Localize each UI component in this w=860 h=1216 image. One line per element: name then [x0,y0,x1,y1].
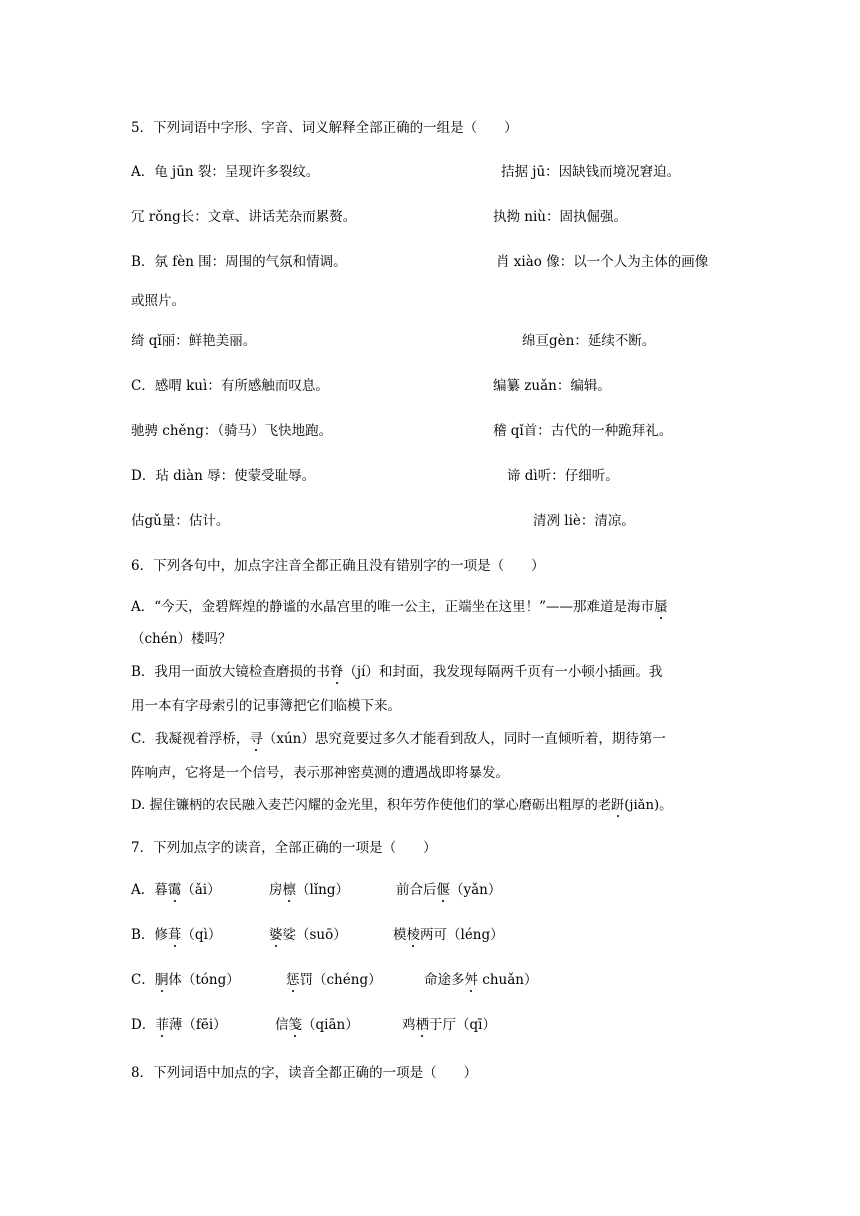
q7-option-b-item-2 [269,926,347,944]
q6-option-c-continued: 阵响声，它将是一个信号，表示那神密莫测的遭遇战即将暴发。 [131,765,509,781]
q7-d2-dotted-char: 笺 [288,1017,302,1033]
q5-option-d-item-3: 估gǔ量：估计。 [131,513,230,529]
q7-a2-dotted-char: 檩 [282,882,296,898]
question-5-stem: 5．下列词语中字形、字音、词义解释全部正确的一组是（ ） [131,120,518,136]
q6-option-d-dotted-char: 趼 [611,798,625,813]
q5-option-b-item-2: 肖 xiào 像：以一个人为主体的画像 [496,254,709,270]
q7-a2-pre: 房 [269,882,283,898]
q6-option-a-continued: （chén）楼吗？ [131,631,232,647]
q6-option-c-text-after: （xún）思究竟要过多久才能看到敌人，同时一直倾听着，期待第一 [262,731,666,747]
q5-option-a-item-2: 拮据 jū：因缺钱而境况窘迫。 [501,164,681,180]
q7-option-a-item-2 [269,881,349,899]
q6-option-c [131,730,666,748]
q7-option-c-item-1 [131,971,240,989]
q7-c3-pre: 命途多 [424,972,465,988]
q7-d2-pre: 信 [275,1017,289,1033]
q5-option-a-item-4: 执拗 niù：固执倔强。 [493,209,627,225]
q7-d3-dotted-char: 栖 [415,1017,429,1033]
q7-d3-pre: 鸡 [402,1017,416,1033]
q7-option-d-item-2 [275,1016,359,1034]
q7-option-c-item-3 [424,971,537,989]
q7-b3-post: 两可（léng） [420,927,504,943]
q7-option-d-item-3 [402,1016,496,1034]
q5-option-d-item-4: 清冽 liè：清凉。 [533,513,635,529]
q5-option-a-item-3: 冗 rǒng长：文章、讲话芜杂而累赘。 [131,209,357,225]
q7-a1-pre: A．暮 [131,882,168,898]
q7-b1-dotted-char: 葺 [167,927,182,943]
q7-c1-post: 体（tóng） [168,972,240,988]
q6-option-a [131,598,668,616]
q5-option-b-item-1: B．氛 fèn 围：周围的气氛和情调。 [131,254,347,270]
q6-option-b-continued: 用一本有字母索引的记事簿把它们临模下来。 [131,698,401,714]
q5-option-a-item-1: A．龟 jūn 裂：呈现许多裂纹。 [131,164,320,180]
q7-c3-dotted-char: 舛 [464,972,478,988]
q6-option-a-dotted-char: 蜃 [654,599,668,615]
q7-c2-post: 罚（chéng） [299,972,382,988]
q7-c3-post: chuǎn） [478,972,538,988]
q7-d1-dotted-char: 菲 [155,1017,169,1033]
q7-d1-post: 薄（fēi） [168,1017,227,1033]
q7-a3-pre: 前合后 [396,882,437,898]
q5-option-c-item-1: C．感喟 kuì：有所感触而叹息。 [131,378,329,394]
q7-option-c-item-2 [286,971,382,989]
q7-b3-dotted-char: 棱 [406,927,420,943]
q7-option-b-item-3 [393,926,504,944]
q7-b3-pre: 模 [393,927,407,943]
q7-b2-post: 娑（suō） [282,927,347,943]
q5-option-c-item-2: 编纂 zuǎn：编辑。 [493,378,611,394]
question-6-stem: 6．下列各句中，加点字注音全都正确且没有错别字的一项是（ ） [131,558,545,574]
q6-option-d-text: D. 握住镰柄的农民融入麦芒闪耀的金光里，积年劳作使他们的掌心磨砺出粗厚的老 [131,798,612,813]
q5-option-c-item-4: 稽 qǐ首：古代的一种跪拜礼。 [493,423,673,439]
q6-option-b [131,663,662,681]
q7-c2-dotted-char: 惩 [286,972,300,988]
q7-a3-post: （yǎn） [450,882,502,898]
q7-d3-post: 于厅（qī） [429,1017,496,1033]
q7-option-a-item-1 [131,881,221,899]
question-8-stem: 8．下列词语中加点的字，读音全都正确的一项是（ ） [131,1065,478,1081]
q7-option-d-item-1 [131,1016,227,1034]
q7-option-b-item-1 [131,926,221,944]
q6-option-c-text: C．我凝视着浮桥， [131,731,250,747]
q7-a2-post: （lǐng） [296,882,349,898]
q7-d2-post: （qiān） [302,1017,359,1033]
q5-option-b-item-3: 绮 qǐ丽：鲜艳美丽。 [131,333,257,349]
q7-option-a-item-3 [396,881,501,899]
q7-c1-pre: C． [131,972,155,988]
question-7-stem: 7．下列加点字的读音，全部正确的一项是（ ） [131,840,437,856]
q6-option-d [131,797,672,815]
q5-option-c-item-3: 驰骋 chěng：（骑马）飞快地跑。 [131,423,333,439]
q6-option-b-dotted-char: 脊 [329,664,344,680]
q7-b2-dotted-char: 婆 [269,927,283,943]
q7-a3-dotted-char: 偃 [436,882,450,898]
q5-option-b-item-2-continued: 或照片。 [131,293,185,309]
q5-option-b-item-4: 绵亘gèn：延续不断。 [522,333,656,349]
q7-a1-dotted-char: 霭 [167,882,182,898]
q6-option-b-text-after: （jí）和封面，我发现每隔两千页有一小顿小插画。我 [343,664,663,680]
q5-option-d-item-1: D．玷 diàn 辱：使蒙受耻辱。 [131,468,316,484]
q7-d1-pre: D． [131,1017,156,1033]
q7-a1-post: （ǎi） [181,882,221,898]
q6-option-d-text-after: (jiǎn)。 [624,798,673,813]
q7-c1-dotted-char: 胴 [154,972,169,988]
q5-option-d-item-2: 谛 dì听：仔细听。 [507,468,619,484]
q7-b1-pre: B．修 [131,927,168,943]
q6-option-a-text: A．“今天，金碧辉煌的静谧的水晶宫里的唯一公主，正端坐在这里！”——那难道是海市 [131,599,655,615]
q7-b1-post: （qì） [181,927,222,943]
q6-option-c-dotted-char: 寻 [249,731,263,747]
q6-option-b-text: B．我用一面放大镜检查磨损的书 [131,664,330,680]
